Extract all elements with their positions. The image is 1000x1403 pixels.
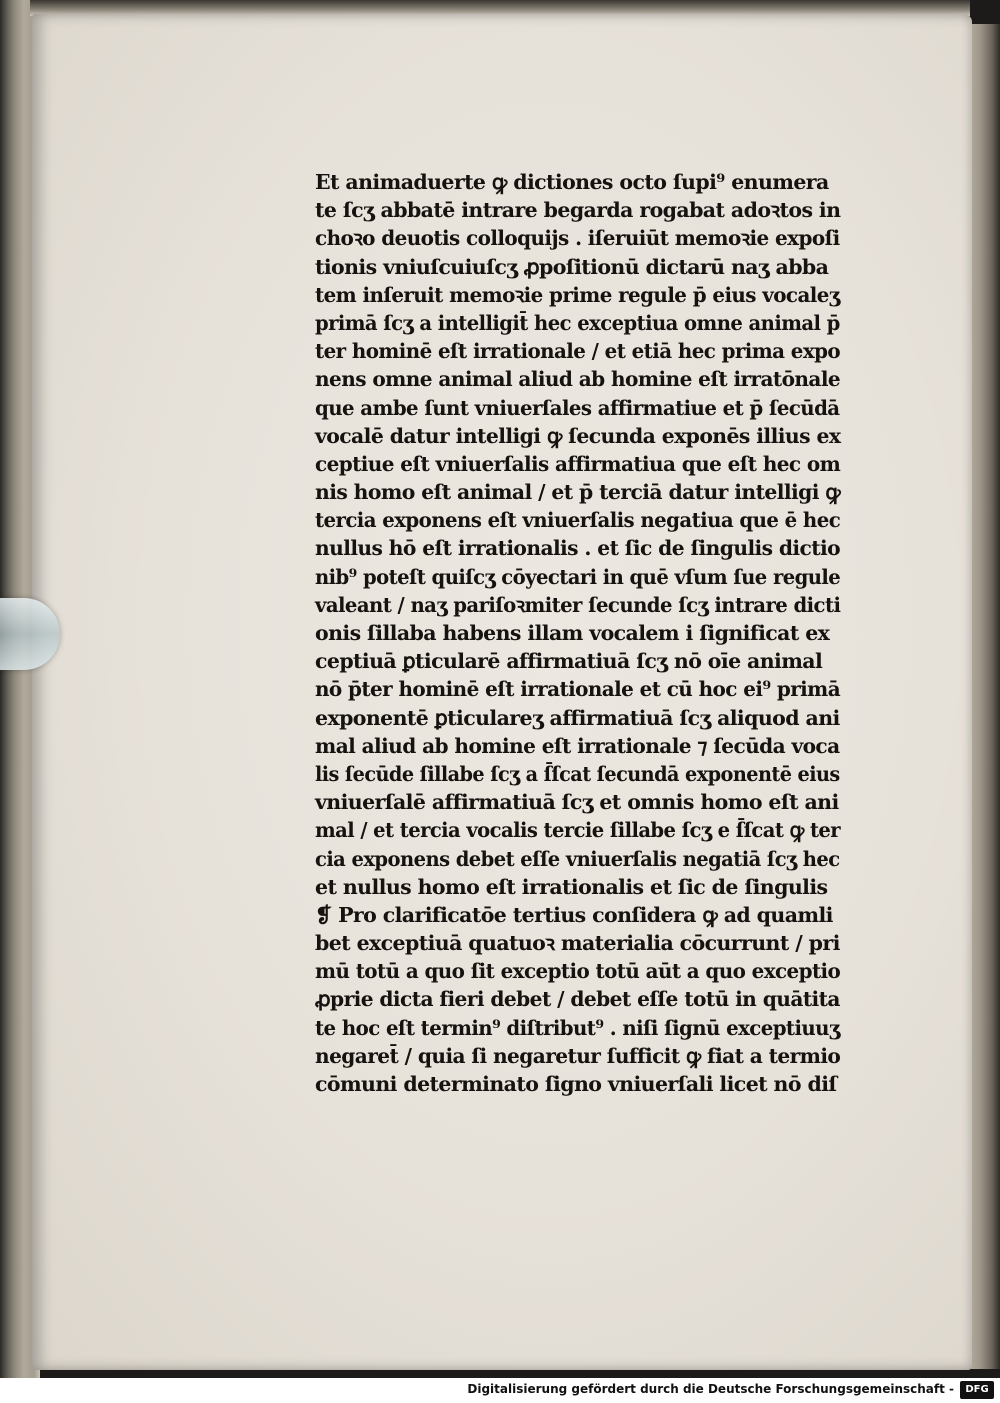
text-line: ❡ Pro clarificatōe tertius conſidera ꝙ ad quamli <box>315 902 833 927</box>
text-line: mal / et tercia vocalis tercie ſillabe ſcʒ e ſ̄ſcat ꝙ ter <box>315 818 841 843</box>
text-line: nō p̄ter hominē eſt irrationale et cū hoc ei⁹ primā <box>315 677 841 702</box>
text-line: vocalē datur intelligi ꝙ ſecunda exponēs illius ex <box>315 423 841 448</box>
text-line: ceptiuā ꝑticularē affirmatiuā ſcʒ nō oīe animal <box>315 649 823 674</box>
text-line: que ambe ſunt vniuerſales affirmatiue et p̄ ſecūdā <box>315 395 840 420</box>
text-line: te ſcʒ abbatē intrare begarda rogabat adoꝛtos in <box>315 198 841 223</box>
text-line: lis ſecūde ſillabe ſcʒ a ſ̄ſcat ſecundā exponentē eius <box>315 761 840 786</box>
text-line: negaret̄ / quia ſi negaretur ſufficit ꝙ fiat a termio <box>315 1043 841 1068</box>
text-line: choꝛo deuotis colloquijs . iſeruiūt memoꝛie expoſi <box>315 226 840 251</box>
dfg-logo: DFG <box>960 1381 994 1399</box>
text-line: nens omne animal aliud ab homine eſt irratōnale <box>315 367 841 392</box>
text-line: mal aliud ab homine eſt irrationale ⁊ ſecūda voca <box>315 733 840 758</box>
text-line: onis ſillaba habens illam vocalem i ſignificat ex <box>315 621 830 645</box>
text-line: ceptiue eſt vniuerſalis affirmatiua que eſt hec om <box>315 451 841 476</box>
text-line: primā ſcʒ a intelligit̄ hec exceptiua omne animal p̄ <box>315 310 840 335</box>
text-line: tionis vniuſcuiuſcʒ ꝓpoſitionū dictarū naʒ abba <box>315 254 829 279</box>
text-line: vniuerſalē affirmatiuā ſcʒ et omnis homo eſt ani <box>315 790 839 815</box>
text-line: exponentē ꝑticulareʒ affirmatiuā ſcʒ aliquod ani <box>315 705 840 730</box>
text-line: mū totū a quo ſit exceptio totū aūt a quo exceptio <box>315 959 841 984</box>
text-line: bet exceptiuā quatuoꝛ materialia cōcurrunt / pri <box>315 931 840 956</box>
text-line: ꝓprie dicta fieri debet / debet eſſe totū in quātita <box>315 987 840 1012</box>
text-line: ter hominē eſt irrationale / et etiā hec prima expo <box>315 339 841 364</box>
text-line: nis homo eſt animal / et p̄ terciā datur intelligi ꝙ <box>315 480 841 505</box>
text-line: nib⁹ poteſt quiſcʒ cōyectari in quē vſum ſue regule <box>315 564 841 589</box>
funding-credit: Digitalisierung gefördert durch die Deutsche Forschungsgemeinschaft - <box>467 1382 954 1396</box>
text-line: Et animaduerte ꝙ dictiones octo ſupi⁹ enumera <box>315 170 829 194</box>
text-line: valeant / naʒ pariſoꝛmiter ſecunde ſcʒ intrare dicti <box>315 592 841 617</box>
text-line: tem inſeruit memoꝛie prime regule p̄ eius vocaleʒ <box>315 282 840 307</box>
text-line: cia exponens debet eſſe vniuerſalis negatiā ſcʒ hec <box>315 846 840 871</box>
text-line: cōmuni determinato ſigno vniuerſali licet nō diſ <box>315 1072 837 1096</box>
printed-text-block <box>315 168 840 1098</box>
text-line: tercia exponens eſt vniuerſalis negatiua que ē hec <box>315 508 841 533</box>
footer-bar <box>0 1378 1000 1403</box>
text-line: et nullus homo eſt irrationalis et ſic de ſingulis <box>315 874 828 899</box>
text-line: te hoc eſt termin⁹ diſtribut⁹ . niſi ſignū exceptiuuʒ <box>315 1015 840 1040</box>
text-line: nullus hō eſt irrationalis . et ſic de ſingulis dictio <box>315 536 840 561</box>
